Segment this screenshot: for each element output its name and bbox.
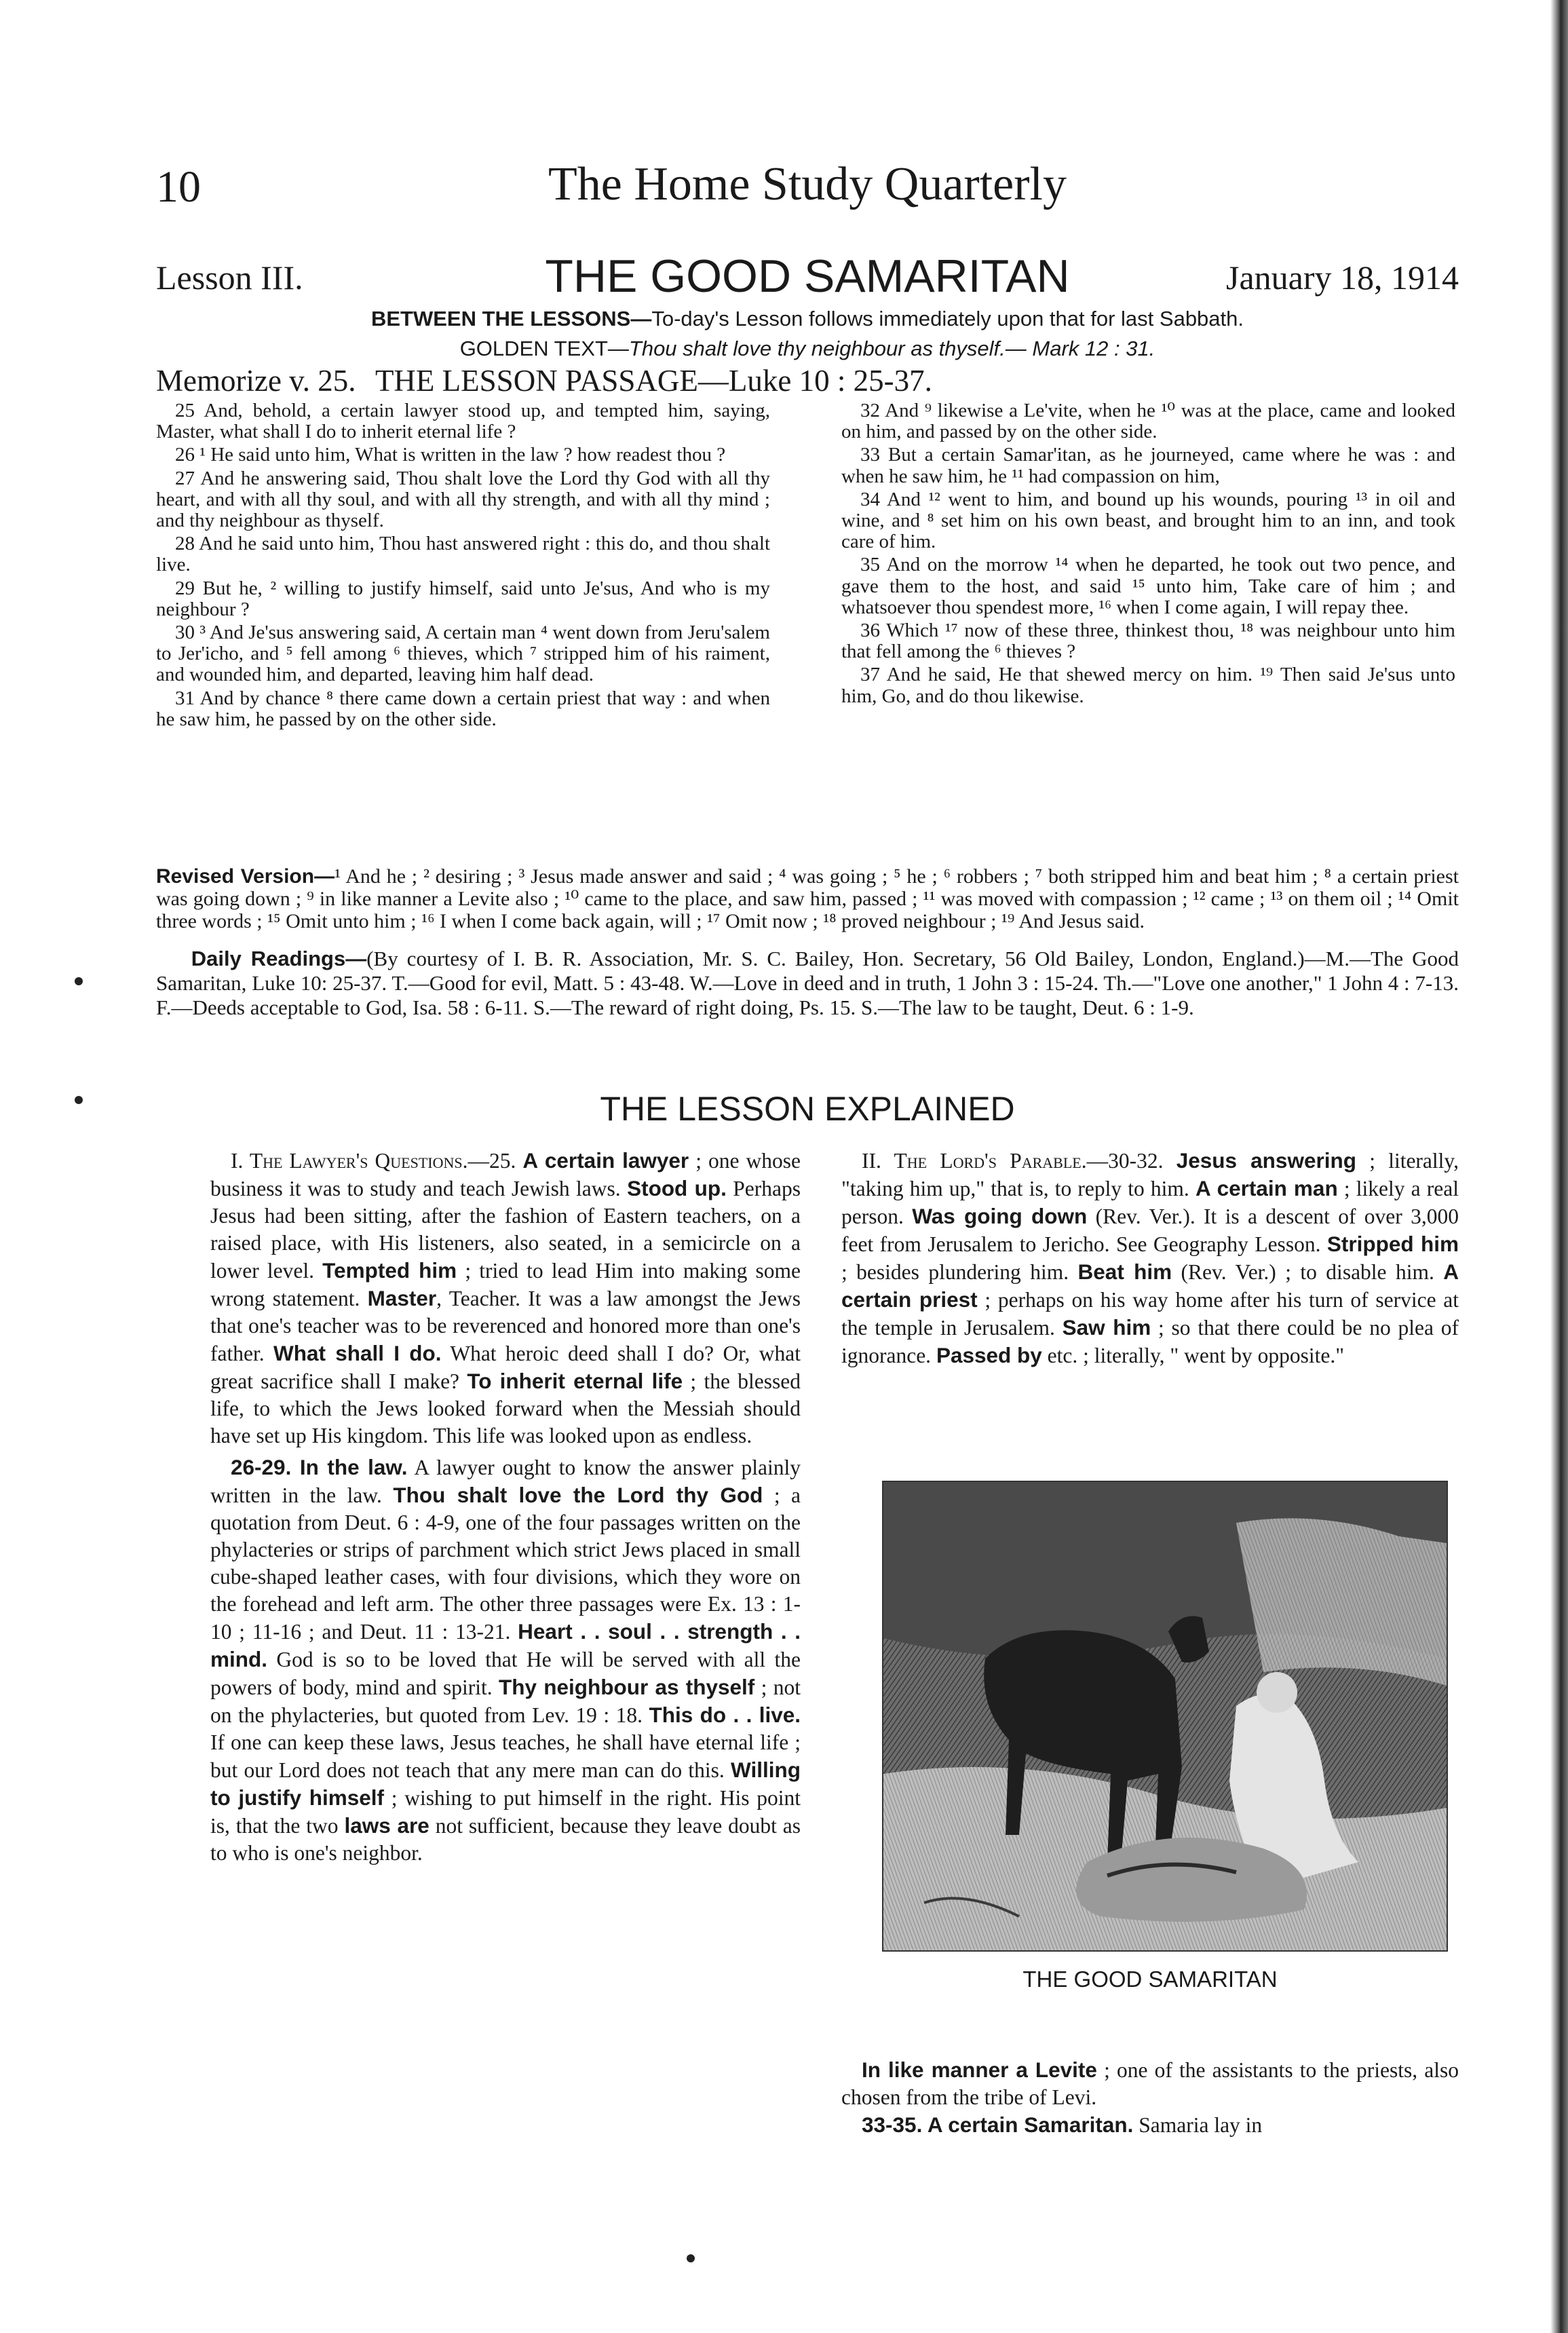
- keyword: This do . . live.: [649, 1703, 801, 1727]
- running-head: [156, 157, 1459, 225]
- section1-heading: I. The Lawyer's Questions.—25.: [231, 1149, 516, 1173]
- text-run: If one can keep these laws, Jesus teaches, he shall have eternal life ; but our Lord does not teach that any mere man can do this.: [210, 1730, 801, 1782]
- keyword: 33-35. A certain Samaritan.: [862, 2112, 1134, 2137]
- keyword: A certain lawyer: [522, 1148, 689, 1173]
- passage-verse: 28 And he said unto him, Thou hast answered right : this do, and thou shalt live.: [156, 533, 770, 576]
- rich-text: [841, 2058, 1459, 2109]
- keyword: Beat him: [1077, 1259, 1172, 1284]
- section2-heading: II. The Lord's Parable.—30-32.: [862, 1149, 1164, 1173]
- between-lessons: [190, 307, 1425, 331]
- text-run: (Rev. Ver.) ; to disable him.: [1172, 1260, 1444, 1284]
- rich-text: [862, 2113, 1262, 2137]
- text-run: A lawyer ought to know the answer plainly written in the law.: [210, 1456, 801, 1507]
- lesson-date: January 18, 1914: [1226, 259, 1459, 297]
- section1-paragraph-2: [210, 1454, 801, 1867]
- revised-text: ¹ And he ; ² desiring ; ³ Jesus made answer and said ; ⁴ was going ; ⁵ he ; ⁶ robbers ; ⁷ both stripped him and beat him ; ⁸ a certain priest was going down ; ⁹ in like manner a Levite also ; ¹⁰ came to the place, and saw him, passed ; ¹¹ was moved with compassion ; ¹² came ; ¹³ on them oil ; ¹⁴ Omit three words ; ¹⁵ Omit unto him ; ¹⁶ I when I come back again, will ; ¹⁷ Omit now ; ¹⁸ proved neighbour ; ¹⁹ And Jesus said.: [156, 865, 1459, 932]
- keyword: Stood up.: [627, 1176, 727, 1200]
- keyword: Stripped him: [1326, 1232, 1459, 1256]
- text-run: What heroic deed shall I do? Or, what great sacrifice shall I make?: [210, 1342, 801, 1393]
- stray-dot: [75, 1096, 83, 1104]
- text-run: ; likely a real person.: [841, 1177, 1459, 1228]
- text-run: ; wishing to put himself in the right. His point is, that the two: [210, 1786, 801, 1838]
- passage-verse: 35 And on the morrow ¹⁴ when he departed, he took out two pence, and gave them to the host, and said ¹⁵ unto him, Take care of him ; and whatsoever thou spendest more, ¹⁶ when I come again, I will repay thee.: [841, 554, 1455, 618]
- text-run: (Rev. Ver.). It is a descent of over 3,000 feet from Jerusalem to Jericho. See Geography Lesson.: [841, 1205, 1459, 1256]
- lesson-header: [156, 250, 1459, 304]
- passage-left-column: [156, 400, 770, 732]
- text-run: ; one of the assistants to the priests, also chosen from the tribe of Levi.: [841, 2058, 1459, 2109]
- section2-paragraph-2: [841, 2056, 1459, 2111]
- running-title: The Home Study Quarterly: [548, 158, 1067, 210]
- text-run: ; literally, "taking him up," that is, to reply to him.: [841, 1149, 1459, 1200]
- between-label: BETWEEN THE LESSONS—: [370, 307, 652, 330]
- passage-verse: 36 Which ¹⁷ now of these three, thinkest thou, ¹⁸ was neighbour unto him that fell among the ⁶ thieves ?: [841, 620, 1455, 663]
- stray-dot: [75, 977, 83, 985]
- explanation-right-column-continued: [841, 2056, 1459, 2139]
- passage-verse: 30 ³ And Je'sus answering said, A certain man ⁴ went down from Jeru'salem to Jer'icho, and ⁵ fell among ⁶ thieves, which ⁷ stripped him of his raiment, and wounded him, and departed, leaving him half dead.: [156, 622, 770, 686]
- lesson-title: THE GOOD SAMARITAN: [545, 250, 1070, 302]
- section2-paragraph-1: [841, 1147, 1459, 1369]
- text-run: ; not on the phylacteries, but quoted from Lev. 19 : 18.: [210, 1675, 801, 1727]
- explained-heading: THE LESSON EXPLAINED: [600, 1090, 1015, 1128]
- lesson-number: Lesson III.: [156, 259, 303, 297]
- keyword: Passed by: [936, 1343, 1042, 1367]
- passage-verse: 29 But he, ² willing to justify himself, said unto Je'sus, And who is my neighbour ?: [156, 577, 770, 620]
- golden-label: GOLDEN TEXT—: [459, 337, 629, 360]
- stray-dot: [687, 2254, 695, 2262]
- keyword: Heart . . soul . . strength . . mind.: [210, 1619, 801, 1671]
- text-run: etc. ; literally, " went by opposite.": [1041, 1344, 1345, 1367]
- keyword: Tempted him: [322, 1258, 457, 1283]
- scan-edge: [1550, 0, 1568, 2333]
- passage-verse: 33 But a certain Samar'itan, as he journeyed, came where he was : and when he saw him, he ¹¹ had compassion on him,: [841, 444, 1455, 487]
- keyword: Willing to justify himself: [210, 1758, 801, 1810]
- passage-verse: 31 And by chance ⁸ there came down a certain priest that way : and when he saw him, he passed by on the other side.: [156, 687, 770, 730]
- revised-label: Revised Version—: [156, 865, 335, 888]
- text-run: ; tried to lead Him into making some wrong statement.: [210, 1259, 801, 1310]
- keyword: To inherit eternal life: [467, 1369, 683, 1393]
- page-number: 10: [156, 162, 201, 212]
- section3-paragraph: [841, 2111, 1459, 2139]
- revised-version: [156, 865, 1459, 932]
- rich-text: [210, 1456, 801, 1865]
- section1-paragraph-1: [210, 1147, 801, 1449]
- text-run: ; so that there could be no plea of ignorance.: [841, 1316, 1459, 1367]
- text-run: , Teacher. It was a law amongst the Jews that one's teacher was to be reverenced and honored more than one's father.: [210, 1287, 801, 1365]
- keyword: Saw him: [1062, 1315, 1151, 1340]
- keyword: A certain man: [1195, 1176, 1338, 1200]
- text-run: Perhaps Jesus had been sitting, after the fashion of Eastern teachers, on a raised place, with His listeners, also seated, in a semicircle on a lower level.: [210, 1177, 801, 1283]
- rich-text: [841, 1149, 1459, 1367]
- passage-verse: 34 And ¹² went to him, and bound up his wounds, pouring ¹³ in oil and wine, and ⁸ set him on his own beast, and brought him to an inn, and took care of him.: [841, 488, 1455, 553]
- passage-title: THE LESSON PASSAGE—Luke 10 : 25-37.: [375, 364, 932, 398]
- keyword: Thy neighbour as thyself: [499, 1675, 755, 1699]
- memorize-line: [156, 363, 1459, 398]
- keyword: Was going down: [912, 1204, 1088, 1228]
- daily-readings: [156, 947, 1459, 1020]
- keyword: laws are: [344, 1813, 429, 1838]
- daily-label: Daily Readings—: [191, 947, 367, 970]
- keyword: In like manner a Levite: [862, 2057, 1097, 2082]
- text-run: God is so to be loved that He will be served with all the powers of body, mind and spirit.: [210, 1648, 801, 1699]
- keyword: 26-29. In the law.: [231, 1455, 408, 1479]
- passage-verse: 37 And he said, He that shewed mercy on him. ¹⁹ Then said Je'sus unto him, Go, and do thou likewise.: [841, 664, 1455, 707]
- text-run: Samaria lay in: [1133, 2113, 1263, 2137]
- passage-verse: 26 ¹ He said unto him, What is written in the law ? how readest thou ?: [175, 444, 726, 466]
- passage-verse: 27 And he answering said, Thou shalt love the Lord thy God with all thy heart, and with all thy soul, and with all thy strength, and with all thy mind ; and thy neighbour as thyself.: [156, 467, 770, 532]
- figure-caption: THE GOOD SAMARITAN: [1022, 1967, 1278, 1992]
- keyword: Jesus answering: [1176, 1148, 1356, 1173]
- text-run: not sufficient, because they leave doubt as to who is one's neighbor.: [210, 1814, 801, 1865]
- explanation-right-column: [841, 1147, 1459, 1369]
- passage-verse: 25 And, behold, a certain lawyer stood up, and tempted him, saying, Master, what shall I do to inherit eternal life ?: [156, 400, 770, 443]
- text-run: ; besides plundering him.: [841, 1260, 1078, 1284]
- memorize-verse: Memorize v. 25.: [156, 364, 356, 398]
- golden-quote: Thou shalt love thy neighbour as thyself.— Mark 12 : 31.: [628, 337, 1155, 360]
- text-run: ; perhaps on his way home after his turn of service at the temple in Jerusalem.: [841, 1288, 1459, 1340]
- daily-text: (By courtesy of I. B. R. Association, Mr. S. C. Bailey, Hon. Secretary, 56 Old Bailey, London, England.)—M.—The Good Samaritan, Luke 10: 25-37. T.—Good for evil, Matt. 5 : 43-48. W.—Love in deed and in truth, 1 John 3 : 15-24. Th.—"Love one another," 1 John 4 : 7-13. F.—Deeds acceptable to God, Isa. 58 : 6-11. S.—The reward of right doing, Ps. 15. S.—The law to be taught, Deut. 6 : 1-9.: [156, 947, 1459, 1019]
- text-run: ; one whose business it was to study and teach Jewish laws.: [210, 1149, 801, 1200]
- keyword: Master: [367, 1286, 437, 1310]
- engraving-image: [883, 1482, 1447, 1950]
- rich-text: [210, 1149, 801, 1447]
- keyword: Thou shalt love the Lord thy God: [393, 1483, 763, 1507]
- good-samaritan-illustration: [882, 1481, 1448, 1952]
- passage-verse: 32 And ⁹ likewise a Le'vite, when he ¹⁰ was at the place, came and looked on him, and passed by on the other side.: [841, 400, 1455, 443]
- text-run: ; a quotation from Deut. 6 : 4-9, one of the four passages written on the phylacteries or strips of parchment which strict Jews placed in small cube-shaped leather cases, with four divisions, which they wore on the forehead and left arm. The other three passages were Ex. 13 : 1-10 ; 11-16 ; and Deut. 11 : 13-21.: [210, 1483, 801, 1644]
- keyword: What shall I do.: [273, 1341, 442, 1365]
- text-run: ; the blessed life, to which the Jews looked forward when the Messiah should have set up His kingdom. This life was looked upon as endless.: [210, 1369, 801, 1447]
- between-text: To-day's Lesson follows immediately upon that for last Sabbath.: [651, 307, 1244, 330]
- golden-text: [190, 337, 1425, 361]
- explanation-left-column: [210, 1147, 801, 1871]
- keyword: A certain priest: [841, 1259, 1459, 1312]
- passage-right-column: [841, 400, 1455, 709]
